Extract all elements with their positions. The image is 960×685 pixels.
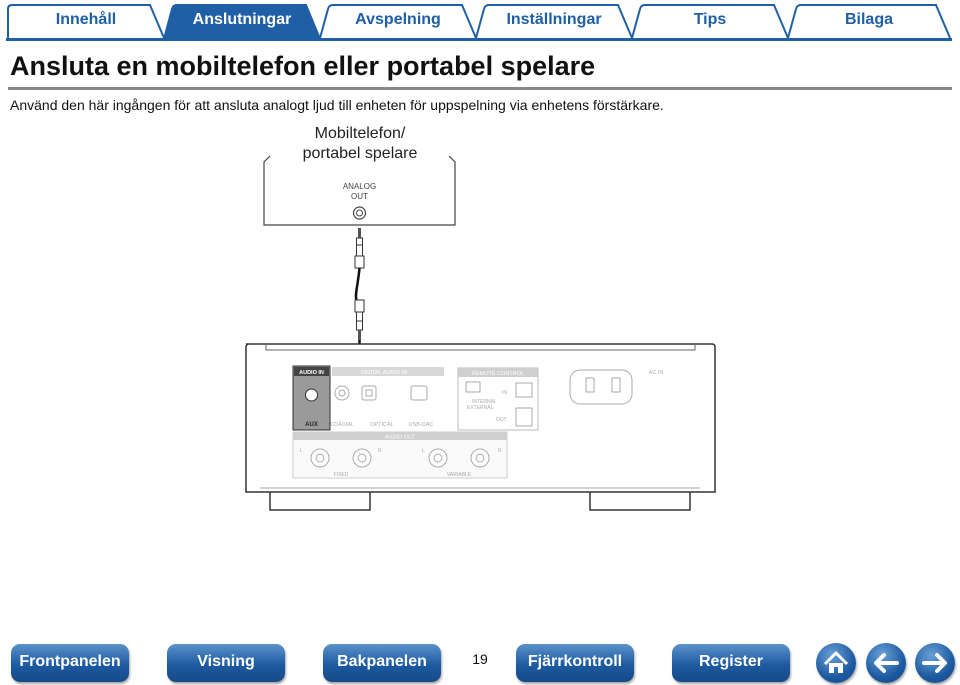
internal-label: INTERNAL <box>472 399 497 405</box>
optical-label: OPTICAL <box>370 422 394 428</box>
optical-jack <box>362 386 376 400</box>
tab-label: Tips <box>693 11 727 28</box>
analog-out-label-2: OUT <box>351 192 368 201</box>
audio-in-label: AUDIO IN <box>299 370 324 376</box>
tab-bar <box>0 0 960 42</box>
tab-tips[interactable] <box>630 3 790 39</box>
fixed-l-label: L <box>300 448 303 454</box>
home-icon <box>816 643 856 683</box>
fixed-l-jack <box>311 449 329 467</box>
variable-l-jack <box>429 449 447 467</box>
top-plug <box>355 228 364 268</box>
back-button[interactable] <box>866 643 906 683</box>
remote-switch <box>466 382 480 392</box>
variable-r-label: R <box>498 448 502 454</box>
analog-out-jack <box>354 207 366 219</box>
audio-cable <box>356 268 360 300</box>
audio-out-label: AUDIO OUT <box>384 434 416 441</box>
page-number: 19 <box>472 651 488 667</box>
digital-audio-in-label: DIGITAL AUDIO IN <box>360 370 408 376</box>
device-label-line2: portabel spelare <box>302 145 418 162</box>
tab-avspelning[interactable] <box>318 3 478 39</box>
external-label: EXTERNAL <box>467 405 494 411</box>
ac-in-socket <box>570 370 632 404</box>
tab-underline <box>6 38 952 41</box>
remote-in-label: IN <box>502 390 507 396</box>
tab-anslutningar[interactable] <box>162 3 322 39</box>
connection-diagram <box>240 140 720 520</box>
variable-label: VARIABLE <box>446 472 472 478</box>
tab-label: Inställningar <box>506 11 602 28</box>
rear-panel-foot-left <box>270 492 370 510</box>
tab-label: Anslutningar <box>192 11 292 28</box>
device-label-line1: Mobiltelefon/ <box>314 125 406 142</box>
tab-bilaga[interactable] <box>786 3 952 39</box>
bakpanelen-button[interactable]: Bakpanelen <box>323 644 441 682</box>
fixed-r-jack <box>353 449 371 467</box>
remote-in-jack <box>516 383 532 397</box>
page-title: Ansluta en mobiltelefon eller portabel spelare <box>10 51 596 81</box>
bottom-plug <box>355 300 364 340</box>
tab-installningar[interactable] <box>474 3 634 39</box>
usb-dac-jack <box>411 386 427 400</box>
variable-r-jack <box>471 449 489 467</box>
visning-button[interactable]: Visning <box>167 644 285 682</box>
arrow-left-icon <box>866 643 906 683</box>
remote-control-label: REMOTE CONTROL <box>472 371 524 377</box>
forward-button[interactable] <box>915 643 955 683</box>
register-button[interactable]: Register <box>672 644 790 682</box>
aux-jack <box>306 389 318 401</box>
coaxial-label: COAXIAL <box>330 422 354 428</box>
fjarrkontroll-button[interactable]: Fjärrkontroll <box>516 644 634 682</box>
ac-in-label: AC IN <box>648 370 664 376</box>
usb-dac-label: USB-DAC <box>408 422 434 428</box>
tab-innehall[interactable] <box>6 3 166 39</box>
tab-label: Innehåll <box>55 11 117 28</box>
fixed-label: FIXED <box>333 472 349 478</box>
frontpanelen-button[interactable]: Frontpanelen <box>11 644 129 682</box>
title-divider <box>8 87 952 90</box>
arrow-right-icon <box>915 643 955 683</box>
aux-label: AUX <box>305 422 318 428</box>
remote-out-label: OUT <box>496 417 507 423</box>
analog-out-label: ANALOG <box>342 182 377 191</box>
variable-l-label: L <box>422 448 425 454</box>
tab-label: Bilaga <box>844 11 893 28</box>
coaxial-jack <box>335 386 349 400</box>
fixed-r-label: R <box>378 448 382 454</box>
home-button[interactable] <box>816 643 856 683</box>
rear-panel-foot-right <box>590 492 690 510</box>
remote-out-jack <box>516 408 532 426</box>
tab-label: Avspelning <box>355 11 441 28</box>
intro-text: Använd den här ingången för att ansluta analogt ljud till enheten för uppspelning via enhetens förstärkare. <box>10 97 664 113</box>
